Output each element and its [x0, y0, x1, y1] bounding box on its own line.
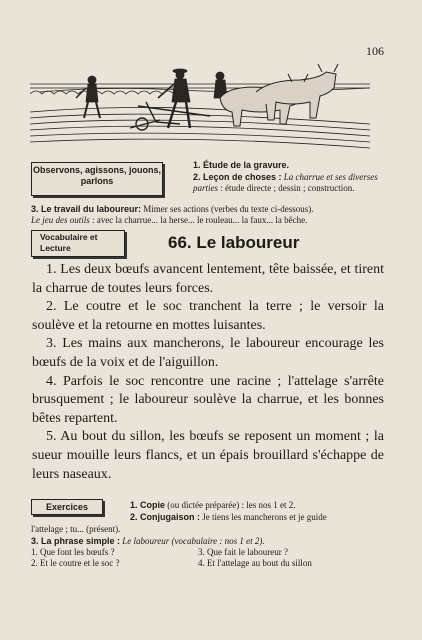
- observe-box: Observons, agissons, jouons, parlons: [31, 162, 163, 196]
- observe-item-1: 1. Étude de la gravure.: [193, 160, 290, 170]
- exercise-2: 2. Conjugaison : Je tiens les mancherons et je guide: [130, 512, 327, 522]
- observe-item-3: 3. Le travail du laboureur: Mimer ses actions (verbes du texte ci-dessous). Le jeu des outils : avec la charrue... la herse... le rouleau... la faux... la bêche.: [31, 204, 314, 225]
- question-1: 1. Que font les bœufs ?: [31, 547, 115, 557]
- exercises-box: Exercices: [31, 499, 103, 515]
- exercise-1: 1. Copie (ou dictée préparée) : les nos 1 et 2.: [130, 500, 296, 510]
- question-2: 2. Et le coutre et le soc ?: [31, 558, 120, 568]
- page-number: 106: [366, 44, 384, 58]
- exercise-2-line2: l'attelage ; tu... (présent).: [31, 524, 121, 534]
- ploughing-engraving-icon: [30, 58, 370, 150]
- vocab-box: Vocabulaire et Lecture: [31, 230, 125, 257]
- observe-item-2: 2. Leçon de choses : La charrue et ses diverses parties : étude directe ; dessin ; construction.: [193, 172, 378, 193]
- lesson-text: [32, 261, 384, 484]
- lesson-title: 66. Le laboureur: [168, 233, 300, 252]
- question-4: 4. Et l'attelage au bout du sillon: [198, 558, 312, 568]
- paragraph-4: 4. Parfois le soc rencontre une racine ; l'attelage s'arrête brusquement ; le laboureur soulève la charrue, et les bonnes bêtes repartent.: [32, 373, 384, 426]
- question-3: 3. Que fait le laboureur ?: [198, 547, 288, 557]
- paragraph-3: 3. Les mains aux mancherons, le laboureur encourage les bœufs de la voix et de l'aiguillon.: [32, 336, 384, 370]
- exercise-3: 3. La phrase simple : Le laboureur (vocabulaire : nos 1 et 2).: [31, 536, 265, 546]
- paragraph-5: 5. Au bout du sillon, les bœufs se reposent un moment ; la sueur mouille leurs flancs, et un épais brouillard s'échappe de leurs naseaux.: [32, 429, 384, 482]
- paragraph-1: 1. Les deux bœufs avancent lentement, tête baissée, et tirent la charrue de toutes leurs forces.: [32, 262, 384, 296]
- paragraph-2: 2. Le coutre et le soc tranchent la terre ; le versoir la soulève et la retourne en mottes luisantes.: [32, 299, 384, 333]
